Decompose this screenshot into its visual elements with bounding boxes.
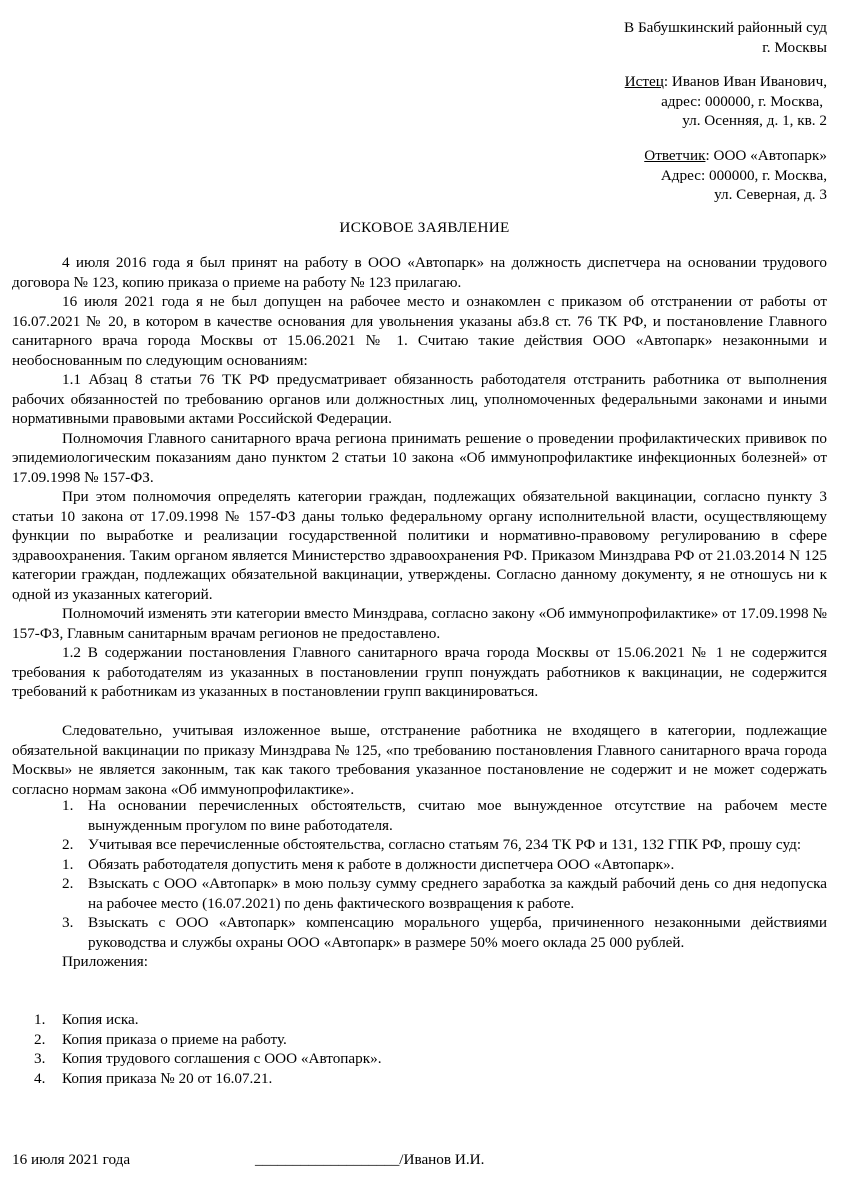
claims-list — [12, 796, 827, 952]
attachment-item — [12, 1030, 612, 1050]
attachments-section — [12, 1010, 612, 1088]
attachment-number: 3. — [34, 1050, 46, 1067]
body-paragraph: Полномочия Главного санитарного врача региона принимать решение о проведении профилактических прививок по эпидемиологическим показаниям дано пунктом 2 статьи 10 закона «Об иммунопрофилактике инфекционных болезней» от 17.09.1998 № 157-ФЗ. — [12, 429, 827, 486]
defendant-block — [644, 146, 827, 205]
plaintiff-name: : Иванов Иван Иванович, — [663, 73, 827, 90]
plaintiff-block — [625, 72, 827, 131]
plaintiff-line — [625, 72, 827, 92]
signature-date: 16 июля 2021 года — [12, 1151, 131, 1168]
body-paragraph: 16 июля 2021 года я не был допущен на рабочее место и ознакомлен с приказом об отстранении от работы от 16.07.2021 № 20, в котором в качестве основания для увольнения указаны абз.8 ст. 76 ТК РФ, и постановление Главного санитарного врача города Москвы от 15.06.2021 № 1. Считаю такие действия ООО «Автопарк» незаконными и необоснованным по следующим основаниям: — [12, 293, 827, 369]
body-paragraph: Полномочий изменять эти категории вместо Минздрава, согласно закону «Об иммунопрофилактике» от 17.09.1998 № 157-ФЗ, Главным санитарным врачам регионов не предоставлено. — [12, 605, 827, 642]
plaintiff-label: Истец — [624, 73, 664, 90]
attachment-item — [12, 1069, 612, 1089]
claim-item — [12, 855, 827, 875]
claim-text: Взыскать с ООО «Автопарк» компенсацию морального ущерба, причиненного незаконными действиями руководства и службы охраны ООО «Автопарк» в размере 50% моего оклада 25 000 рублей. — [88, 914, 827, 951]
attachment-text: Копия приказа № 20 от 16.07.21. — [62, 1069, 273, 1087]
claim-text: На основании перечисленных обстоятельств, считаю мое вынужденное отсутствие на рабочем месте вынужденным прогулом по вине работодателя. — [88, 797, 827, 834]
claim-number: 2. — [62, 836, 74, 853]
claim-number: 1. — [62, 855, 74, 873]
claim-number: 1. — [62, 797, 74, 814]
attachment-number: 2. — [34, 1030, 46, 1048]
claim-text: Учитывая все перечисленные обстоятельства, согласно статьям 76, 234 ТК РФ и 131, 132 ГПК РФ, прошу суд: — [88, 836, 802, 853]
attachment-item — [12, 1049, 612, 1069]
attachment-number: 1. — [34, 1011, 46, 1028]
document-title: ИСКОВОЕ ЗАЯВЛЕНИЕ — [339, 219, 510, 236]
defendant-line — [644, 146, 827, 166]
body-paragraph: При этом полномочия определять категории граждан, подлежащих обязательной вакцинации, согласно пункту 3 статьи 10 закона от 17.09.1998 № 157-ФЗ даны только федеральному органу исполнительной власти, осуществляющему функции по выработке и реализации государственной политики и нормативно-правовому регулированию в сфере здравоохранения. Таким органом является Министерство здравоохранения РФ. Приказом Минздрава РФ от 21.03.2014 N 125 категории граждан, подлежащих обязательной вакцинации, утверждены. Согласно данному документу, я не отношусь ни к одной из указанных категорий. — [12, 488, 827, 603]
plaintiff-address-line2: ул. Осенняя, д. 1, кв. 2 — [682, 112, 827, 129]
defendant-address-line1: Адрес: 000000, г. Москва, — [660, 166, 827, 184]
claim-item — [12, 874, 827, 913]
spacer — [12, 702, 827, 722]
court-city: г. Москвы — [762, 38, 827, 56]
court-name: В Бабушкинский районный суд — [624, 19, 827, 36]
attachment-number: 4. — [34, 1069, 46, 1087]
plaintiff-address-line1: адрес: 000000, г. Москва, — [661, 92, 823, 110]
defendant-name: : ООО «Автопарк» — [705, 147, 827, 164]
attachments-list — [12, 1010, 612, 1088]
claim-text: Взыскать с ООО «Автопарк» в мою пользу сумму среднего заработка за каждый рабочий день со дня недопуска на рабочее место (16.07.2021) по день фактического возвращения к работе. — [88, 875, 827, 912]
claim-item — [12, 913, 827, 952]
signature-line: ___________________/Иванов И.И. — [255, 1151, 485, 1168]
claim-item — [12, 835, 827, 855]
defendant-address-line2: ул. Северная, д. 3 — [714, 186, 827, 203]
attachment-text: Копия иска. — [62, 1011, 139, 1028]
claim-text: Обязать работодателя допустить меня к работе в должности диспетчера ООО «Автопарк». — [88, 855, 675, 873]
attachment-text: Копия трудового соглашения с ООО «Автопарк». — [62, 1050, 382, 1067]
claim-number: 3. — [62, 914, 74, 931]
defendant-label: Ответчик — [644, 147, 706, 164]
document-body — [12, 253, 827, 799]
body-paragraph: 1.1 Абзац 8 статьи 76 ТК РФ предусматривает обязанность работодателя отстранить работника от выполнения рабочих обязанностей по требованию органов или должностных лиц, уполномоченных федеральными законами и иными нормативными правовыми актами Российской Федерации. — [12, 371, 827, 427]
court-addressee — [624, 18, 827, 57]
claims-section — [12, 796, 827, 972]
claim-number: 2. — [62, 875, 74, 892]
attachment-text: Копия приказа о приеме на работу. — [62, 1030, 287, 1048]
attachments-label: Приложения: — [62, 953, 148, 970]
body-paragraph: 4 июля 2016 года я был принят на работу в ООО «Автопарк» на должность диспетчера на основании трудового договора № 123, копию приказа о приеме на работу № 123 прилагаю. — [12, 254, 827, 291]
conclusion-paragraph: Следовательно, учитывая изложенное выше, отстранение работника не входящего в категории, подлежащие обязательной вакцинации по приказу Минздрава № 125, «по требованию постановления Главного санитарного врача города Москвы» не является законным, так как такого требования указанное постановление не содержит и не может содержать согласно нормам закона «Об иммунопрофилактике». — [12, 722, 827, 798]
attachment-item — [12, 1010, 612, 1030]
claim-item — [12, 796, 827, 835]
body-paragraph: 1.2 В содержании постановления Главного санитарного врача города Москвы от 15.06.2021 № 1 не содержится требования к работодателям из указанных в постановлении групп понуждать работников к вакцинации, не содержится требований к работникам из указанных в постановлении групп вакцинироваться. — [12, 644, 827, 700]
